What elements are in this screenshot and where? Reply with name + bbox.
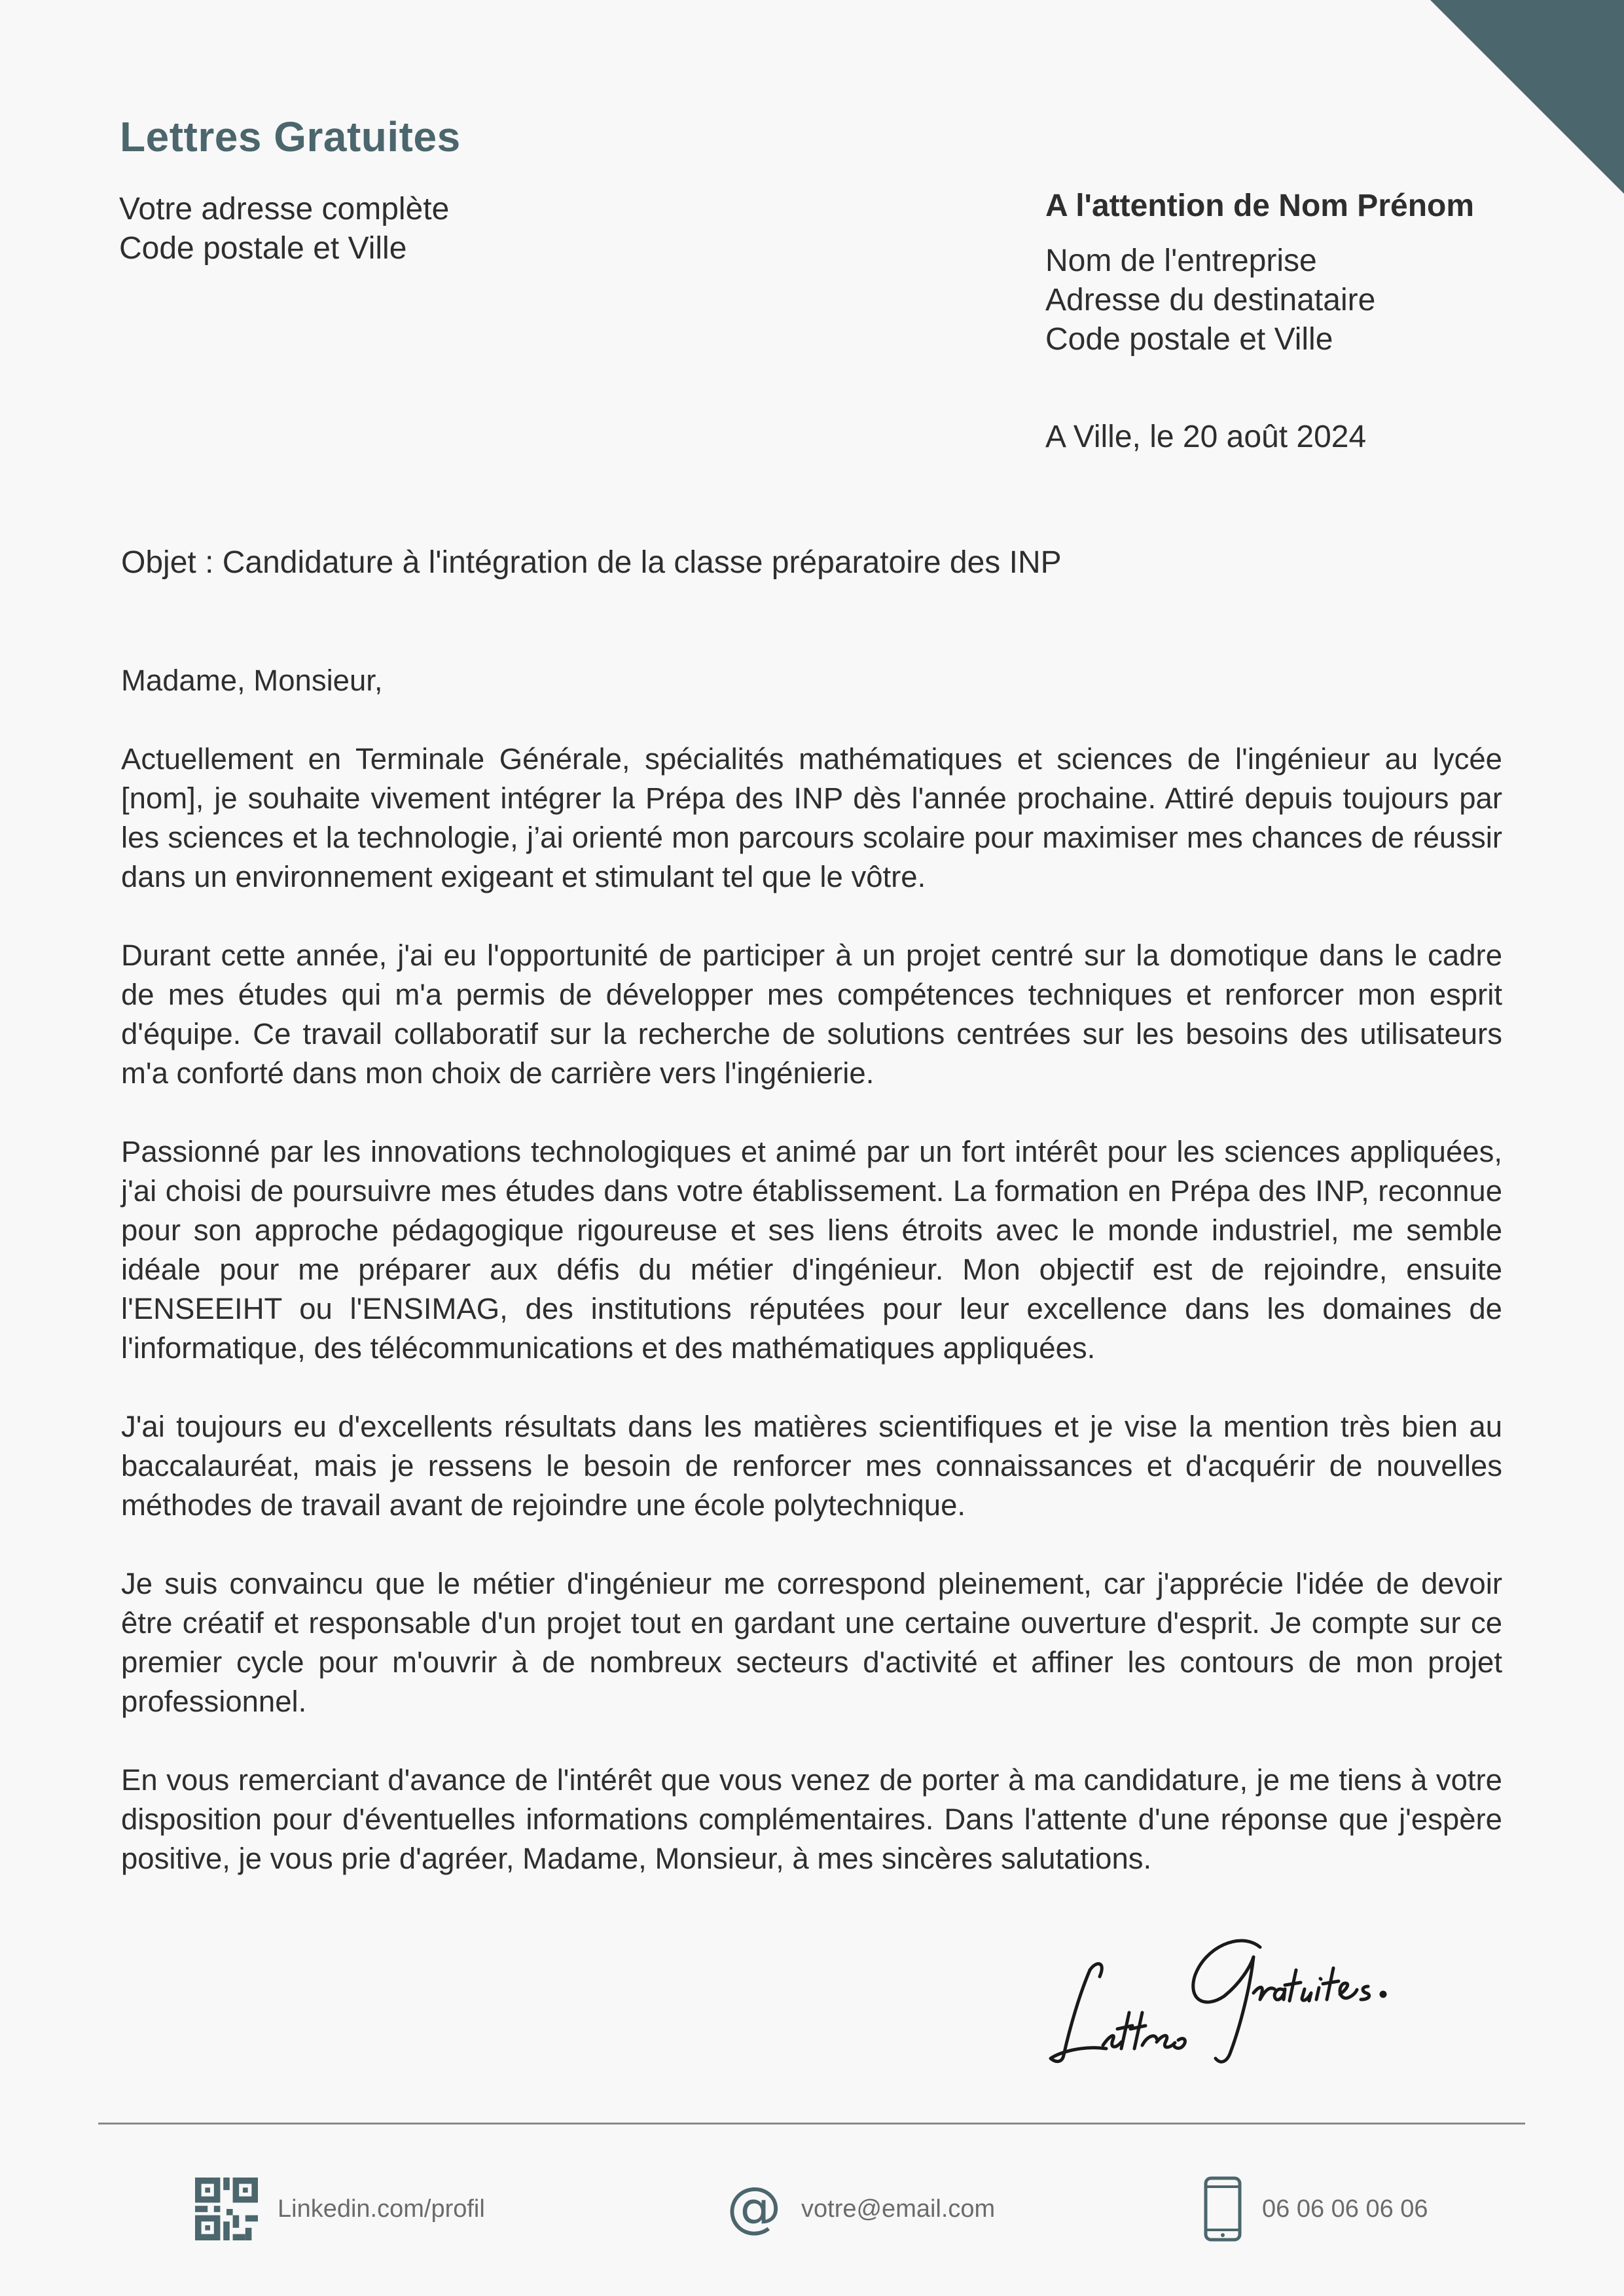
body-paragraph: Passionné par les innovations technologiques et animé par un fort intérêt pour les sciences appliquées, j'ai choisi de poursuivre mes études dans votre établissement. La formation en Prépa des INP, reconnue pour son approche pédagogique rigoureuse et ses liens étroits avec le monde industriel, me semble idéale pour me préparer aux défis du métier d'ingénieur. Mon objectif est de rejoindre, ensuite l'ENSEEIHT ou l'ENSIMAG, des institutions réputées pour leur excellence dans les domaines de l'informatique, des télécommunications et des mathématiques appliquées. — [121, 1135, 1502, 1365]
sender-city: Code postale et Ville — [119, 231, 407, 266]
recipient-address: Adresse du destinataire — [1045, 283, 1376, 317]
handwritten-signature — [1044, 1921, 1417, 2078]
footer-linkedin — [195, 2173, 485, 2245]
salutation: Madame, Monsieur, — [121, 664, 383, 697]
letter-body — [121, 661, 1502, 1918]
smartphone-icon — [1203, 2176, 1242, 2242]
at-sign-icon: @ — [727, 2175, 782, 2239]
footer-divider — [98, 2123, 1525, 2125]
body-paragraph: J'ai toujours eu d'excellents résultats dans les matières scientifiques et je vise la mention très bien au baccalauréat, mais je ressens le besoin de renforcer mes connaissances et d'acquérir de nouvelles méthodes de travail avant de rejoindre une école polytechnique. — [121, 1410, 1502, 1522]
sender-address-block — [119, 190, 449, 268]
body-paragraph: Je suis convaincu que le métier d'ingénieur me correspond pleinement, car j'apprécie l'idée de devoir être créatif et responsable d'un projet tout en gardant une certaine ouverture d'esprit. Je compte sur ce premier cycle pour m'ouvrir à de nombreux secteurs d'activité et affiner les contours de mon projet professionnel. — [121, 1567, 1502, 1718]
email-text: votre@email.com — [801, 2195, 996, 2223]
body-paragraph: En vous remerciant d'avance de l'intérêt que vous venez de porter à ma candidature, je me tiens à votre disposition pour d'éventuelles informations complémentaires. Dans l'attente d'une réponse que j'espère positive, je vous prie d'agréer, Madame, Monsieur, à mes sincères salutations. — [121, 1763, 1502, 1875]
sender-address: Votre adresse complète — [119, 192, 450, 226]
brand-title: Lettres Gratuites — [120, 113, 461, 160]
recipient-block — [1045, 187, 1474, 359]
recipient-attention: A l'attention de Nom Prénom — [1045, 188, 1475, 223]
letter-date: A Ville, le 20 août 2024 — [1045, 420, 1367, 454]
recipient-city: Code postale et Ville — [1045, 322, 1333, 357]
recipient-company: Nom de l'entreprise — [1045, 243, 1317, 278]
footer-phone — [1203, 2173, 1428, 2245]
footer-email — [727, 2173, 995, 2245]
letter-subject: Objet : Candidature à l'intégration de la classe préparatoire des INP — [121, 545, 1062, 580]
body-paragraph: Durant cette année, j'ai eu l'opportunité de participer à un projet centré sur la domotique dans le cadre de mes études qui m'a permis de développer mes compétences techniques et renforcer mon esprit d'équipe. Ce travail collaboratif sur la recherche de solutions centrées sur les besoins des utilisateurs m'a conforté dans mon choix de carrière vers l'ingénierie. — [121, 939, 1502, 1090]
corner-triangle-decoration — [1430, 0, 1624, 194]
qr-code-icon — [195, 2178, 258, 2240]
linkedin-text: Linkedin.com/profil — [278, 2195, 485, 2223]
body-paragraph: Actuellement en Terminale Générale, spécialités mathématiques et sciences de l'ingénieur au lycée [nom], je souhaite vivement intégrer la Prépa des INP dès l'année prochaine. Attiré depuis toujours par les sciences et la technologie, j’ai orienté mon parcours scolaire pour maximiser mes chances de réussir dans un environnement exigeant et stimulant tel que le vôtre. — [121, 742, 1502, 893]
phone-text: 06 06 06 06 06 — [1262, 2195, 1428, 2223]
